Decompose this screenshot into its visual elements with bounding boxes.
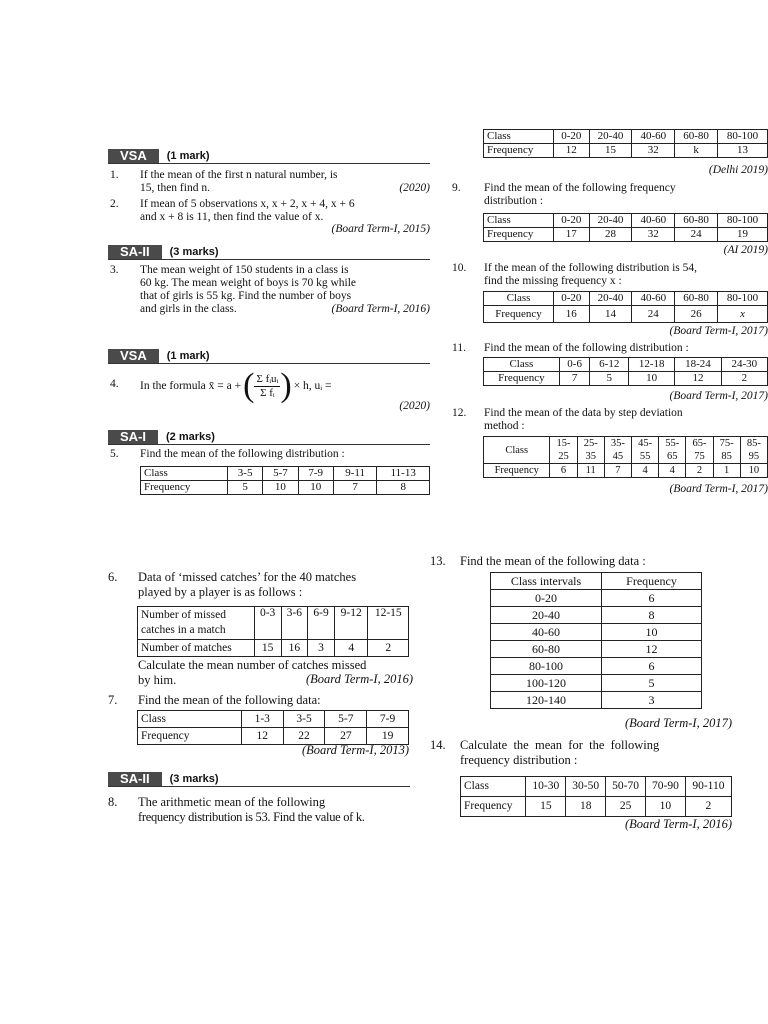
table-cell: 5-7 [263,467,298,481]
question-5 [110,448,430,462]
table-row [484,358,768,372]
table-row [491,675,702,692]
table-cell: Number of matches [138,640,255,657]
table-cell: 2 [721,372,767,386]
table-row [484,306,768,323]
header-line: Number of missed [141,609,226,621]
table-cell: Frequency [484,306,554,323]
question-text: by him. [138,673,177,687]
question-11 [452,342,768,356]
question-number: 1. [110,169,119,181]
table-cell: 80-100 [717,130,767,144]
table-row [484,292,768,306]
question-source: (Board Term-I, 2016) [624,817,732,831]
table-cell: 60-80 [491,641,602,658]
question-text: The mean weight of 150 students in a class is [140,264,349,276]
question-number: 7. [108,693,118,707]
frequency-table-q14 [460,776,732,817]
table-cell: Class [138,711,242,728]
table-row [484,130,768,144]
question-text: The arithmetic mean of the following [138,795,326,809]
table-cell: 20-40 [589,214,632,228]
section-tag: SA-I [108,430,158,444]
table-cell: 6 [550,464,577,478]
table-cell: 4 [334,640,368,657]
table-cell: Frequency [484,228,554,242]
question-text: Find the mean of the following frequency [484,182,676,194]
table-cell: 12-18 [629,358,675,372]
section-tag: VSA [108,149,159,163]
table-row [491,624,702,641]
table-row [461,797,732,817]
table-cell: 75 [686,450,713,464]
table-cell: 40-60 [632,130,675,144]
table-cell: 65- [686,437,713,451]
table-cell: 100-120 [491,675,602,692]
table-cell: 7 [604,464,631,478]
table-cell: Frequency [141,481,228,495]
table-cell: 10 [646,797,686,817]
question-7 [108,693,413,708]
table-cell: 7-9 [298,467,333,481]
table-cell: 70-90 [646,777,686,797]
table-row [491,607,702,624]
question-source: (Board Term-I, 2015) [331,223,430,235]
table-cell: 10 [602,624,702,641]
table-cell: Class [141,467,228,481]
question-text: Find the mean of the data by step deviation [484,407,683,419]
frequency-table-q7 [137,710,409,745]
question-6-continued [108,658,413,688]
table-cell: Class intervals [491,573,602,590]
table-cell: 1-3 [241,711,283,728]
question-text: If the mean of the following distribution is 54, [484,262,698,274]
question-text: find the missing frequency x : [484,275,622,287]
formula-fraction [254,373,280,400]
table-cell: 12 [602,641,702,658]
question-text: frequency distribution is 53. Find the value of k. [138,810,365,824]
section-marks: (3 marks) [169,246,219,258]
table-cell: 95 [740,450,767,464]
table-cell [138,607,255,640]
section-header-vsa-2 [108,349,430,364]
table-cell: 32 [632,144,675,158]
table-cell: 24 [675,228,718,242]
question-number: 13. [430,554,446,568]
table-cell: 9-12 [334,607,368,640]
table-cell: 6-12 [590,358,629,372]
table-cell: Frequency [484,464,550,478]
table-cell: 28 [589,228,632,242]
table-cell: 26 [675,306,718,323]
table-cell: 10 [740,464,767,478]
question-text: that of girls is 55 kg. Find the number of boys [140,290,352,302]
question-text: Find the mean of the following data : [460,554,646,568]
section-marks: (1 mark) [166,350,210,362]
formula-paren: ( [243,367,255,404]
table-cell: 15 [589,144,632,158]
table-cell: 20-40 [589,292,632,306]
table-cell: 5 [602,675,702,692]
formula-prefix: In the formula x̄ = a + [140,379,242,392]
question-number: 8. [108,795,118,809]
table-cell: 15 [526,797,566,817]
table-cell: Class [484,358,560,372]
question-text: distribution : [484,195,544,207]
question-3 [110,264,430,318]
question-text: Find the mean of the following distribution : [484,342,689,354]
table-cell: 40-60 [632,214,675,228]
header-line: catches in a match [141,624,226,636]
table-cell: 60-80 [675,292,718,306]
question-text: 60 kg. The mean weight of boys is 70 kg while [140,277,357,289]
question-source: (AI 2019) [723,244,768,256]
table-cell: Frequency [484,144,554,158]
table-cell: 19 [367,728,409,745]
table-row [138,640,409,657]
question-source: (Board Term-I, 2017) [669,390,768,402]
question-source: (Board Term-I, 2016) [331,303,430,315]
table-cell: 45- [632,437,659,451]
frequency-table-q10 [483,291,768,323]
table-cell: 24-30 [721,358,767,372]
table-cell: 10 [629,372,675,386]
table-cell: 3-5 [283,711,325,728]
question-number: 11. [452,342,466,354]
table-row [141,481,430,495]
table-cell: 17 [554,228,590,242]
question-text: 15, then find n. [140,182,210,194]
table-cell: 0-6 [559,358,590,372]
table-cell: 6 [602,658,702,675]
question-number: 5. [110,448,119,460]
formula [140,368,332,404]
table-cell: 20-40 [589,130,632,144]
section-header-vsa-1 [108,149,430,164]
table-cell: 0-3 [254,607,281,640]
question-text: Find the mean of the following distribution : [140,448,345,460]
table-cell: 10 [298,481,333,495]
table-row [138,728,409,745]
question-number: 6. [108,570,118,584]
question-text: frequency distribution : [460,753,578,767]
frequency-table [140,466,430,495]
table-cell: 2 [685,797,731,817]
table-cell: 12-15 [368,607,409,640]
table-cell: 85 [713,450,740,464]
table-cell: 15 [254,640,281,657]
question-source: (Board Term-I, 2017) [669,483,768,495]
table-cell: 0-20 [554,214,590,228]
table-cell: 75- [713,437,740,451]
question-source: (Board Term-I, 2017) [669,325,768,337]
table-cell: Class [484,214,554,228]
table-cell: 35 [577,450,604,464]
table-cell: Frequency [602,573,702,590]
question-text: If mean of 5 observations x, x + 2, x + 4, x + 6 [140,198,355,210]
frequency-table-q12 [483,436,768,478]
question-text: Find the mean of the following data: [138,693,321,707]
table-cell: 12 [675,372,721,386]
section-tag: SA-II [108,245,162,259]
table-row [491,658,702,675]
table-cell: 3-6 [281,607,308,640]
table-row [484,144,768,158]
table-cell: 10 [263,481,298,495]
question-number: 9. [452,182,461,194]
table-row [484,437,768,451]
question-number: 4. [110,378,119,390]
frequency-table-q9 [483,213,768,242]
table-cell: 50-70 [606,777,646,797]
table-cell: 25- [577,437,604,451]
missed-catches-table [137,606,409,657]
table-cell: 4 [632,464,659,478]
table-cell: 18 [566,797,606,817]
question-source: (Board Term-I, 2016) [305,672,413,686]
table-cell: 4 [659,464,686,478]
table-cell: 7 [559,372,590,386]
table-cell: 3 [602,692,702,709]
section-marks: (3 marks) [169,773,219,785]
table-row [138,711,409,728]
question-text: Calculate the mean number of catches missed [138,658,367,672]
question-13 [430,554,740,569]
frequency-table-q11 [483,357,768,386]
question-text: If the mean of the first n natural number, is [140,169,338,181]
question-text: method : [484,420,525,432]
table-cell: 7-9 [367,711,409,728]
question-number: 14. [430,738,446,752]
table-cell: 55- [659,437,686,451]
table-row [491,692,702,709]
table-cell: 45 [604,450,631,464]
question-2 [110,198,430,238]
table-cell: 13 [717,144,767,158]
section-header-sa2-b [108,772,410,787]
table-cell: 3 [308,640,335,657]
question-number: 10. [452,262,467,274]
table-cell: 16 [554,306,590,323]
question-14 [430,738,732,768]
table-cell: 85- [740,437,767,451]
question-number: 3. [110,264,119,276]
table-cell: 40-60 [632,292,675,306]
question-source: (Board Term-I, 2017) [624,716,732,730]
table-row [484,228,768,242]
table-row [484,214,768,228]
frequency-table-q8 [483,129,768,158]
table-cell: 18-24 [675,358,721,372]
table-cell: 2 [686,464,713,478]
table-cell: 19 [717,228,767,242]
table-cell: 1 [713,464,740,478]
table-cell: 35- [604,437,631,451]
question-10 [452,262,768,290]
table-cell: 7 [333,481,377,495]
table-cell: 40-60 [491,624,602,641]
table-cell: Class [484,437,550,464]
table-cell: 120-140 [491,692,602,709]
table-cell: 30-50 [566,777,606,797]
table-cell: x [717,306,767,323]
table-cell: 5 [228,481,263,495]
table-cell: 25 [550,450,577,464]
table-cell: 6 [602,590,702,607]
table-cell: 80-100 [491,658,602,675]
formula-paren: ) [280,367,292,404]
table-row [484,464,768,478]
table-cell: 8 [377,481,430,495]
question-text: Calculate the mean for the following [460,738,660,752]
table-cell: 80-100 [717,214,767,228]
table-cell: 2 [368,640,409,657]
table-cell: 11-13 [377,467,430,481]
table-cell: 11 [577,464,604,478]
table-cell: 3-5 [228,467,263,481]
table-cell: 10-30 [526,777,566,797]
table-cell: 0-20 [491,590,602,607]
question-source: (2020) [399,182,430,194]
table-cell: 12 [554,144,590,158]
table-cell: 32 [632,228,675,242]
table-cell: 6-9 [308,607,335,640]
question-number: 12. [452,407,467,419]
formula-suffix: × h, uᵢ = [293,379,332,392]
table-cell: 0-20 [554,130,590,144]
table-row [141,467,430,481]
question-1 [110,169,430,197]
table-row [461,777,732,797]
table-row [484,372,768,386]
question-8 [108,795,413,825]
question-text: Data of ‘missed catches’ for the 40 matches [138,570,357,584]
question-text: and girls in the class. [140,303,237,315]
section-header-sa2 [108,245,430,260]
table-cell: Class [484,292,554,306]
table-cell: 24 [632,306,675,323]
table-cell: 12 [241,728,283,745]
table-cell: Class [461,777,526,797]
table-cell: Frequency [484,372,560,386]
table-cell: 60-80 [675,130,718,144]
table-cell: 80-100 [717,292,767,306]
section-tag: SA-II [108,772,162,786]
table-cell: Frequency [461,797,526,817]
table-cell: 5-7 [325,711,367,728]
table-row [491,641,702,658]
table-cell: Frequency [138,728,242,745]
question-text: and x + 8 is 11, then find the value of x. [140,211,324,223]
table-cell: 65 [659,450,686,464]
table-cell: 0-20 [554,292,590,306]
question-text: played by a player is as follows : [138,585,303,599]
table-cell: 9-11 [333,467,377,481]
question-source: (Board Term-I, 2013) [301,743,409,757]
table-cell: 8 [602,607,702,624]
table-cell: 60-80 [675,214,718,228]
table-cell: k [675,144,718,158]
section-marks: (2 marks) [166,431,215,443]
table-cell: 25 [606,797,646,817]
table-cell: 5 [590,372,629,386]
section-tag: VSA [108,349,159,363]
table-cell: 15- [550,437,577,451]
table-cell: 16 [281,640,308,657]
table-cell: 22 [283,728,325,745]
class-interval-table [490,572,702,709]
table-cell: 27 [325,728,367,745]
table-cell: 55 [632,450,659,464]
table-row [491,590,702,607]
question-number: 2. [110,198,119,210]
table-row [138,607,409,640]
table-cell: 14 [589,306,632,323]
table-cell: Class [484,130,554,144]
question-12 [452,407,768,435]
table-cell: 20-40 [491,607,602,624]
section-header-sa1 [108,430,430,445]
formula-numerator: Σ fᵢuᵢ [256,372,279,385]
question-source: (2020) [399,400,430,412]
question-9 [452,182,768,210]
question-source: (Delhi 2019) [708,164,768,176]
formula-denominator: Σ fᵢ [260,386,275,399]
section-marks: (1 mark) [166,150,210,162]
question-4 [110,368,430,414]
table-cell: 90-110 [685,777,731,797]
table-row [491,573,702,590]
question-6 [108,570,413,600]
